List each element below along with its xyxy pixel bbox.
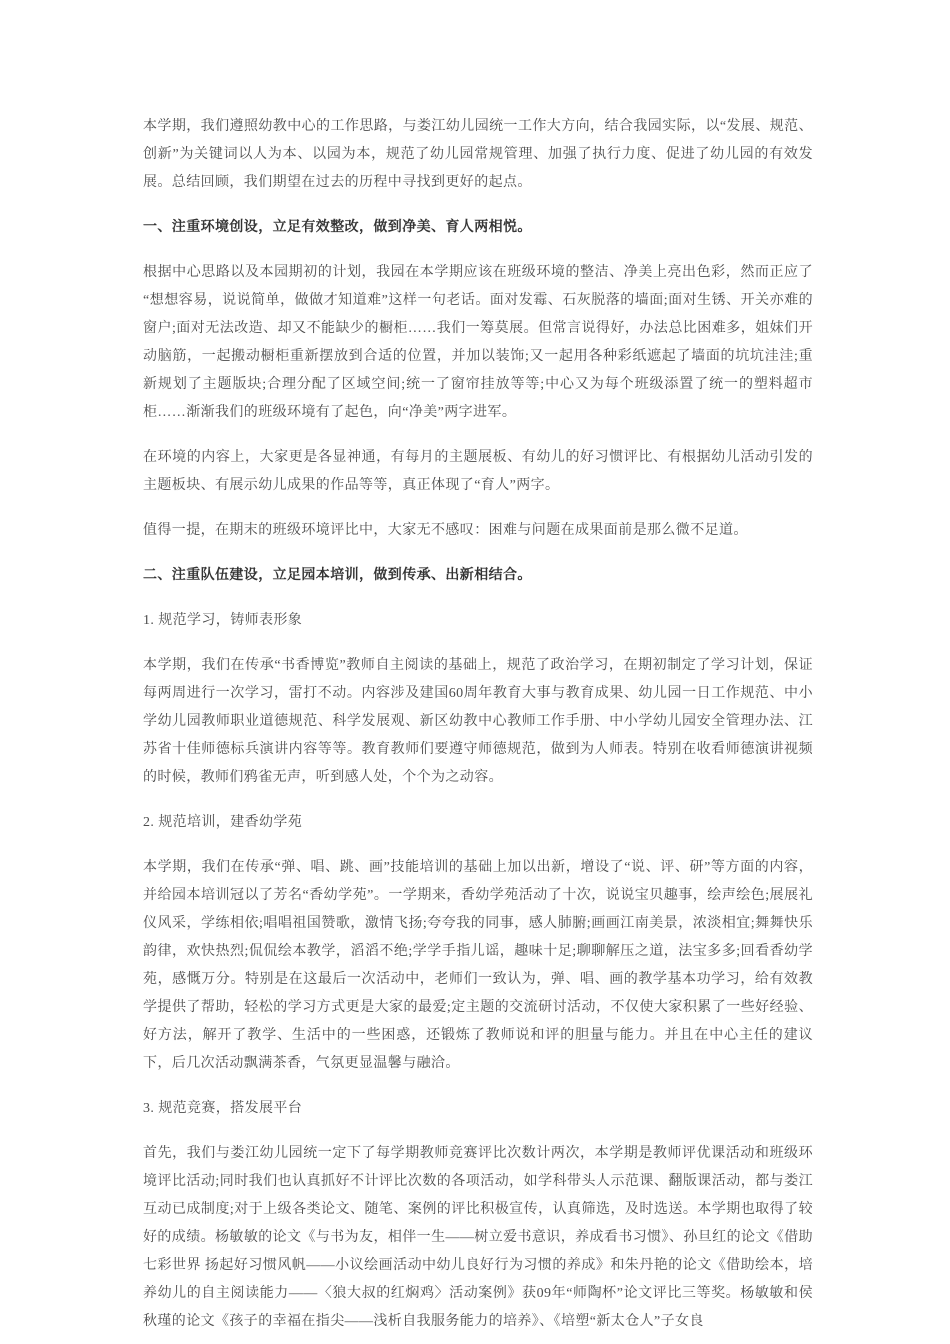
section-1-paragraph-2: 在环境的内容上，大家更是各显神通，有每月的主题展板、有幼儿的好习惯评比、有根据幼儿活动引发的主题板块、有展示幼儿成果的作品等等，真正体现了“育人”两字。 [143, 450, 813, 493]
subsection-1-paragraph: 本学期，我们在传承“书香博览”教师自主阅读的基础上，规范了政治学习，在期初制定了学习计划，保证每两周进行一次学习，雷打不动。内容涉及建国60周年教育大事与教育成果、幼儿园一日工作规范、中小学幼儿园教师职业道德规范、科学发展观、新区幼教中心教师工作手册、中小学幼儿园安全管理办法、江苏省十佳师德标兵演讲内容等等。教育教师们要遵守师德规范，做到为人师表。特别在收看师德演讲视频的时候，教师们鸦雀无声，听到感人处，个个为之动容。 [143, 658, 813, 785]
section-2-heading: 二、注重队伍建设，立足园本培训，做到传承、出新相结合。 [143, 568, 532, 583]
intro-paragraph: 本学期，我们遵照幼教中心的工作思路，与娄江幼儿园统一工作大方向，结合我园实际，以“发展、规范、创新”为关键词以人为本、以园为本，规范了幼儿园常规管理、加强了执行力度、促进了幼儿园的有效发展。总结回顾，我们期望在过去的历程中寻找到更好的起点。 [143, 119, 813, 190]
subsection-1-title: 1. 规范学习，铸师表形象 [143, 613, 303, 628]
work-summary-document [143, 113, 813, 1344]
section-1-paragraph-1: 根据中心思路以及本园期初的计划，我园在本学期应该在班级环境的整洁、净美上亮出色彩，然而正应了“想想容易，说说简单，做做才知道难”这样一句老话。面对发霉、石灰脱落的墙面;面对生锈、开关亦难的窗户;面对无法改造、却又不能缺少的橱柜……我们一筹莫展。但常言说得好，办法总比困难多，姐妹们开动脑筋，一起搬动橱柜重新摆放到合适的位置，并加以装饰;又一起用各种彩纸遮起了墙面的坑坑洼洼;重新规划了主题版块;合理分配了区域空间;统一了窗帘挂放等等;中心又为每个班级添置了统一的塑料超市柜……渐渐我们的班级环境有了起色，向“净美”两字进军。 [143, 265, 813, 420]
subsection-2-title: 2. 规范培训，建香幼学苑 [143, 815, 303, 830]
section-1-paragraph-3: 值得一提，在期末的班级环境评比中，大家无不感叹：困难与问题在成果面前是那么微不足道。 [143, 523, 748, 538]
subsection-3-title: 3. 规范竞赛，搭发展平台 [143, 1101, 303, 1116]
subsection-3-paragraph: 首先，我们与娄江幼儿园统一定下了每学期教师竞赛评比次数计两次，本学期是教师评优课活动和班级环境评比活动;同时我们也认真抓好不计评比次数的各项活动，如学科带头人示范课、翻版课活动，都与娄江互动已成制度;对于上级各类论文、随笔、案例的评比积极宣传，认真筛选，及时选送。本学期也取得了较好的成绩。杨敏敏的论文《与书为友，相伴一生——树立爱书意识，养成看书习惯》、孙旦红的论文《借助七彩世界 扬起好习惯风帆——小议绘画活动中幼儿良好行为习惯的养成》和朱丹艳的论文《借助绘本，培养幼儿的自主阅读能力——〈狼大叔的红焖鸡〉活动案例》获09年“师陶杯”论文评比三等奖。杨敏敏和侯秋瑾的论文《孩子的幸福在指尖——浅析自我服务能力的培养》、《培塑“新太仓人”子女良 [143, 1146, 813, 1329]
subsection-2-paragraph: 本学期，我们在传承“弹、唱、跳、画”技能培训的基础上加以出新，增设了“说、评、研”等方面的内容，并给园本培训冠以了芳名“香幼学苑”。一学期来，香幼学苑活动了十次，说说宝贝趣事，绘声绘色;展展礼仪风采，学练相依;唱唱祖国赞歌，激情飞扬;夸夸我的同事，感人肺腑;画画江南美景，浓淡相宜;舞舞快乐韵律，欢快热烈;侃侃绘本教学，滔滔不绝;学学手指儿谣，趣味十足;聊聊解压之道，法宝多多;回看香幼学苑，感慨万分。特别是在这最后一次活动中，老师们一致认为，弹、唱、画的教学基本功学习，给有效教学提供了帮助，轻松的学习方式更是大家的最爱;定主题的交流研讨活动，不仅使大家积累了一些好经验、好方法，解开了教学、生活中的一些困惑，还锻炼了教师说和评的胆量与能力。并且在中心主任的建议下，后几次活动飘满茶香，气氛更显温馨与融洽。 [143, 860, 813, 1071]
section-1-heading: 一、注重环境创设，立足有效整改，做到净美、育人两相悦。 [143, 220, 532, 235]
